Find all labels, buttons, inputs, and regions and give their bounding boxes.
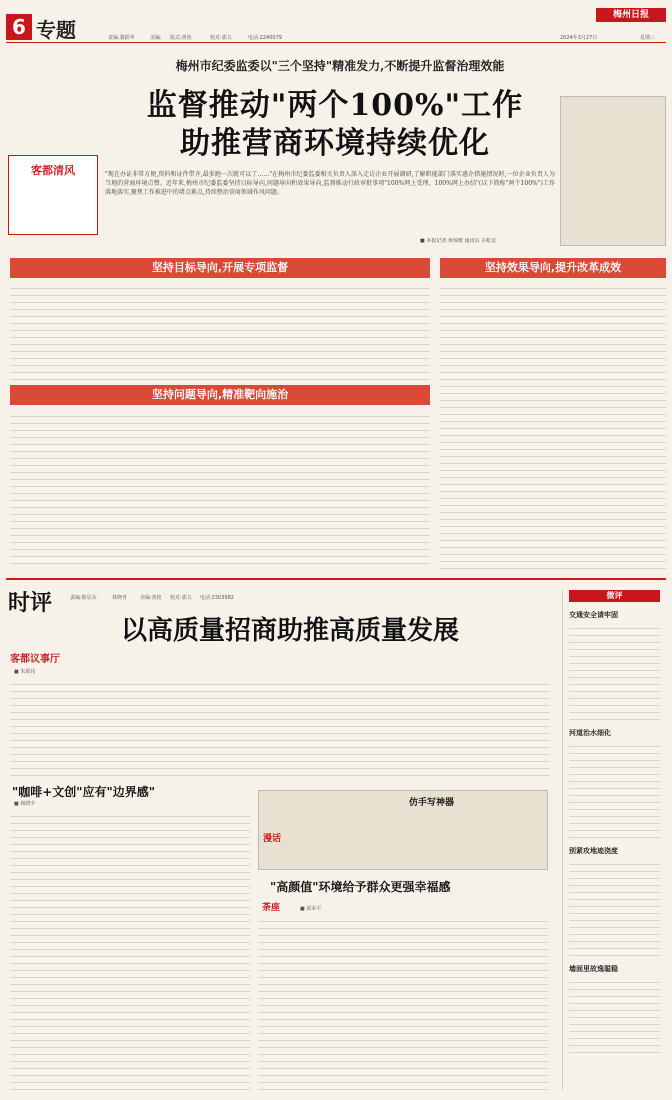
column-badge: [8, 155, 98, 235]
sub-article-2-title: "高颜值"环境给予群众更强幸福感: [270, 880, 451, 894]
sub-article-2-author: ■ 邱荣平: [300, 906, 322, 912]
issue-weekday: 星期三: [640, 35, 656, 41]
page-header: [0, 0, 672, 42]
side-item-2: 河道治水细化: [569, 729, 611, 737]
feature-byline: ■ 本报记者 黄琼媛 通讯员 古屹宜: [420, 238, 497, 244]
commentary-body: [10, 678, 550, 778]
commentary-tag: 时评: [8, 590, 53, 616]
feature-title-2: 助推营商环境持续优化: [180, 126, 490, 161]
commentary-editor2: 林晓青: [112, 595, 128, 601]
commentary-title: 以高质量招商助推高质量发展: [120, 616, 459, 646]
section-problem-body: [10, 410, 430, 570]
sub-article-1-author: ■ 杨晓羊: [14, 801, 36, 807]
column-name: 客都清风: [31, 164, 75, 177]
side-item-1-body: [569, 622, 660, 722]
side-item-2-body: [569, 740, 660, 840]
cartoon-title: 仿手写神器: [409, 798, 455, 808]
section-effect-header: 坚持效果导向,提升改革成效: [440, 258, 666, 278]
commentary-editor: 责编:陈显东: [70, 595, 97, 601]
side-item-1: 交通安全请牢固: [569, 611, 618, 619]
side-item-3-body: [569, 858, 660, 958]
feature-title-1: 监督推动"两个100%"工作: [146, 88, 524, 123]
section-goal-header: 坚持目标导向,开展专项监督: [10, 258, 430, 278]
commentary-column: 客都议事厅: [10, 654, 60, 665]
commentary-phone: 电话:2303982: [200, 595, 234, 601]
issue-date: 2024年3月27日: [560, 35, 598, 41]
section-topic: 专题: [36, 18, 76, 42]
page-number: 6: [6, 14, 32, 40]
sub-article-2-body: [258, 915, 548, 1090]
layout-credit: 版式:黄艳: [170, 35, 192, 41]
sub-article-1-body: [10, 810, 250, 1090]
header-rule: [6, 42, 666, 43]
sub-article-1-title: "咖啡+文创"应有"边界感": [12, 785, 156, 799]
feature-illustration: [560, 96, 666, 246]
sub-article-2-column: 荼座: [262, 903, 281, 913]
side-item-4-body: [569, 976, 660, 1056]
editor-credit: 责编:骆跃华: [108, 35, 135, 41]
commentary-proof: 校对:郭力: [170, 595, 192, 601]
side-item-4: 墙面里故逸聪稳: [569, 965, 618, 973]
section-effect-body: [440, 282, 666, 570]
proof-credit: 美编:: [150, 35, 162, 41]
commentary-author: ■ 朱联伟: [14, 669, 36, 675]
side-item-3: 别紧攻地迹浇度: [569, 847, 618, 855]
section-goal-body: [10, 282, 430, 380]
side-tag: 微评: [569, 590, 660, 602]
feature-intro: "现在办证非常方便,资料和证件带齐,最多跑一次就可以了……"在梅州市纪委监委相关负责人深入走访企业开展调研,了解职能部门落实惠企措施情况时,一位企业负责人为当地的营商环境点赞。近年来,梅州市纪委监委坚持目标导向,问题导向和效果导向,监督推动行政审批事项"100%网上受理、100%网上办结"(以下简称"两个100%")工作落地落实,聚焦工作推进中的堵点难点,持续整治营商领域作风问题。: [105, 171, 555, 196]
section-problem-header: 坚持问题导向,精准靶向施治: [10, 385, 430, 405]
feature-subtitle: 梅州市纪委监委以"三个坚持"精准发力,不断提升监督治理效能: [175, 59, 505, 73]
paper-logo: 梅州日报: [596, 8, 666, 22]
phone-credit: 电话:2240079: [248, 35, 282, 41]
cartoon-image: [258, 790, 548, 870]
side-commentary: [562, 590, 666, 1090]
commentary-art: 美编:黄艳: [140, 595, 162, 601]
cartoon-column: 漫话: [263, 834, 282, 844]
check-credit: 校对:郭力: [210, 35, 232, 41]
section-divider: [6, 578, 666, 580]
